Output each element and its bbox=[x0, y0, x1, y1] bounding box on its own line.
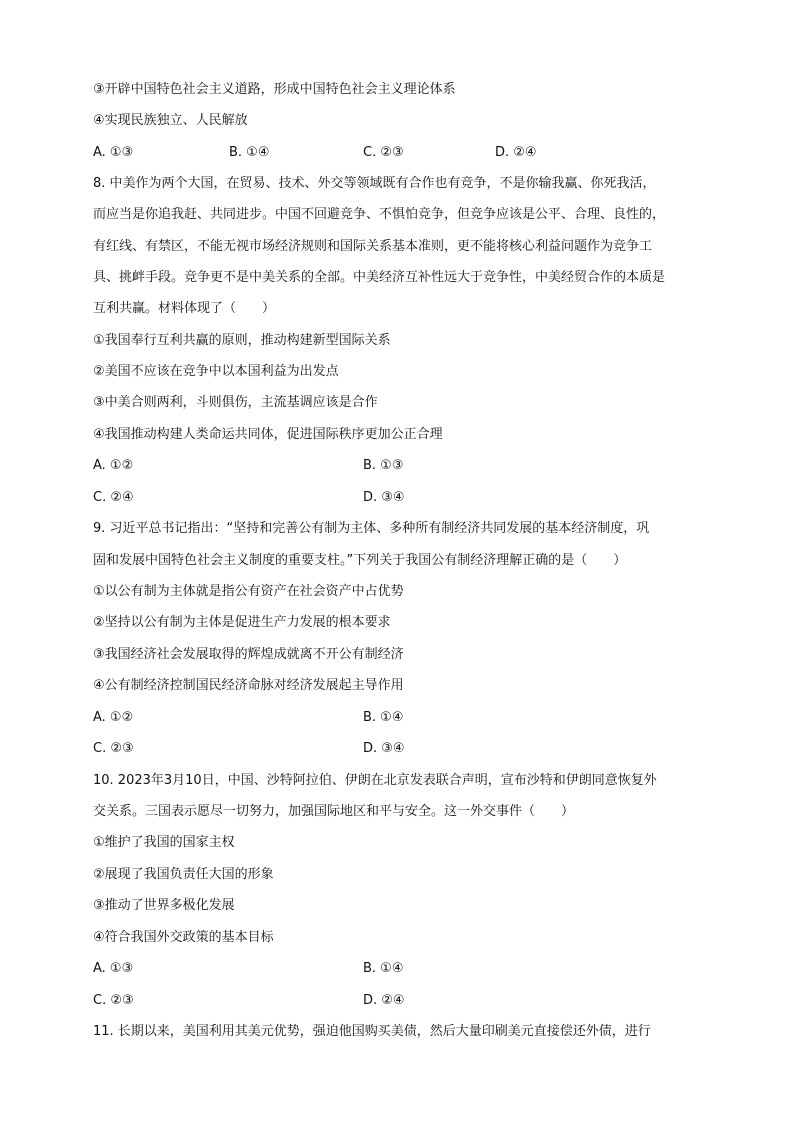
carryover-item: ③开辟中国特色社会主义道路，形成中国特色社会主义理论体系 bbox=[93, 82, 456, 97]
option-b: B. ①③ bbox=[363, 458, 404, 473]
option-b: B. ①④ bbox=[363, 710, 404, 725]
question-item: ②坚持以公有制为主体是促进生产力发展的根本要求 bbox=[93, 615, 391, 630]
option-a: A. ①③ bbox=[93, 961, 134, 976]
question-stem-line: 9. 习近平总书记指出：“坚持和完善公有制为主体、多种所有制经济共同发展的基本经济制度，巩 bbox=[93, 521, 650, 536]
option-c: C. ②④ bbox=[93, 490, 134, 505]
question-item: ④我国推动构建人类命运共同体，促进国际秩序更加公正合理 bbox=[93, 427, 443, 442]
carryover-item: ④实现民族独立、人民解放 bbox=[93, 113, 248, 128]
question-stem-line: 11. 长期以来，美国利用其美元优势，强迫他国购买美债，然后大量印刷美元直接偿还外债，进行 bbox=[93, 1024, 651, 1039]
question-stem-line: 10. 2023年3月10日，中国、沙特阿拉伯、伊朗在北京发表联合声明，宣布沙特和伊朗同意恢复外 bbox=[93, 773, 657, 788]
question-item: ④公有制经济控制国民经济命脉对经济发展起主导作用 bbox=[93, 678, 404, 693]
question-stem-line: 固和发展中国特色社会主义制度的重要支柱。”下列关于我国公有制经济理解正确的是（ ） bbox=[93, 553, 627, 568]
question-stem-line: 有红线、有禁区，不能无视市场经济规则和国际关系基本准则，更不能将核心利益问题作为竞争工 bbox=[93, 239, 653, 254]
question-item: ②展现了我国负责任大国的形象 bbox=[93, 867, 274, 882]
option-c: C. ②③ bbox=[93, 741, 134, 756]
question-item: ①我国奉行互利共赢的原则，推动构建新型国际关系 bbox=[93, 333, 391, 348]
question-item: ②美国不应该在竞争中以本国利益为出发点 bbox=[93, 364, 339, 379]
option-a: A. ①② bbox=[93, 710, 134, 725]
question-item: ④符合我国外交政策的基本目标 bbox=[93, 930, 274, 945]
option-a: A. ①② bbox=[93, 458, 134, 473]
question-item: ③中美合则两利，斗则俱伤，主流基调应该是合作 bbox=[93, 395, 378, 410]
question-stem-line: 互利共赢。材料体现了（ ） bbox=[93, 301, 276, 316]
question-item: ③推动了世界多极化发展 bbox=[93, 898, 235, 913]
option-b: B. ①④ bbox=[229, 145, 270, 160]
option-d: D. ③④ bbox=[363, 490, 405, 505]
option-c: C. ②③ bbox=[363, 145, 404, 160]
question-item: ①维护了我国的国家主权 bbox=[93, 835, 235, 850]
option-b: B. ①④ bbox=[363, 961, 404, 976]
option-d: D. ③④ bbox=[363, 741, 405, 756]
option-a: A. ①③ bbox=[93, 145, 134, 160]
question-stem-line: 而应当是你追我赶、共同进步。中国不回避竞争、不惧怕竞争，但竞争应该是公平、合理、良性的， bbox=[93, 207, 666, 222]
option-c: C. ②③ bbox=[93, 993, 134, 1008]
question-stem-line: 交关系。三国表示愿尽一切努力，加强国际地区和平与安全。这一外交事件（ ） bbox=[93, 804, 575, 819]
option-d: D. ②④ bbox=[495, 145, 537, 160]
question-item: ③我国经济社会发展取得的辉煌成就离不开公有制经济 bbox=[93, 647, 404, 662]
question-stem-line: 具、挑衅手段。竞争更不是中美关系的全部。中美经济互补性远大于竞争性，中美经贸合作的本质是 bbox=[93, 270, 666, 285]
question-item: ①以公有制为主体就是指公有资产在社会资产中占优势 bbox=[93, 584, 404, 599]
option-d: D. ②④ bbox=[363, 993, 405, 1008]
question-stem-line: 8. 中美作为两个大国，在贸易、技术、外交等领域既有合作也有竞争，不是你输我赢、你死我活， bbox=[93, 176, 656, 191]
